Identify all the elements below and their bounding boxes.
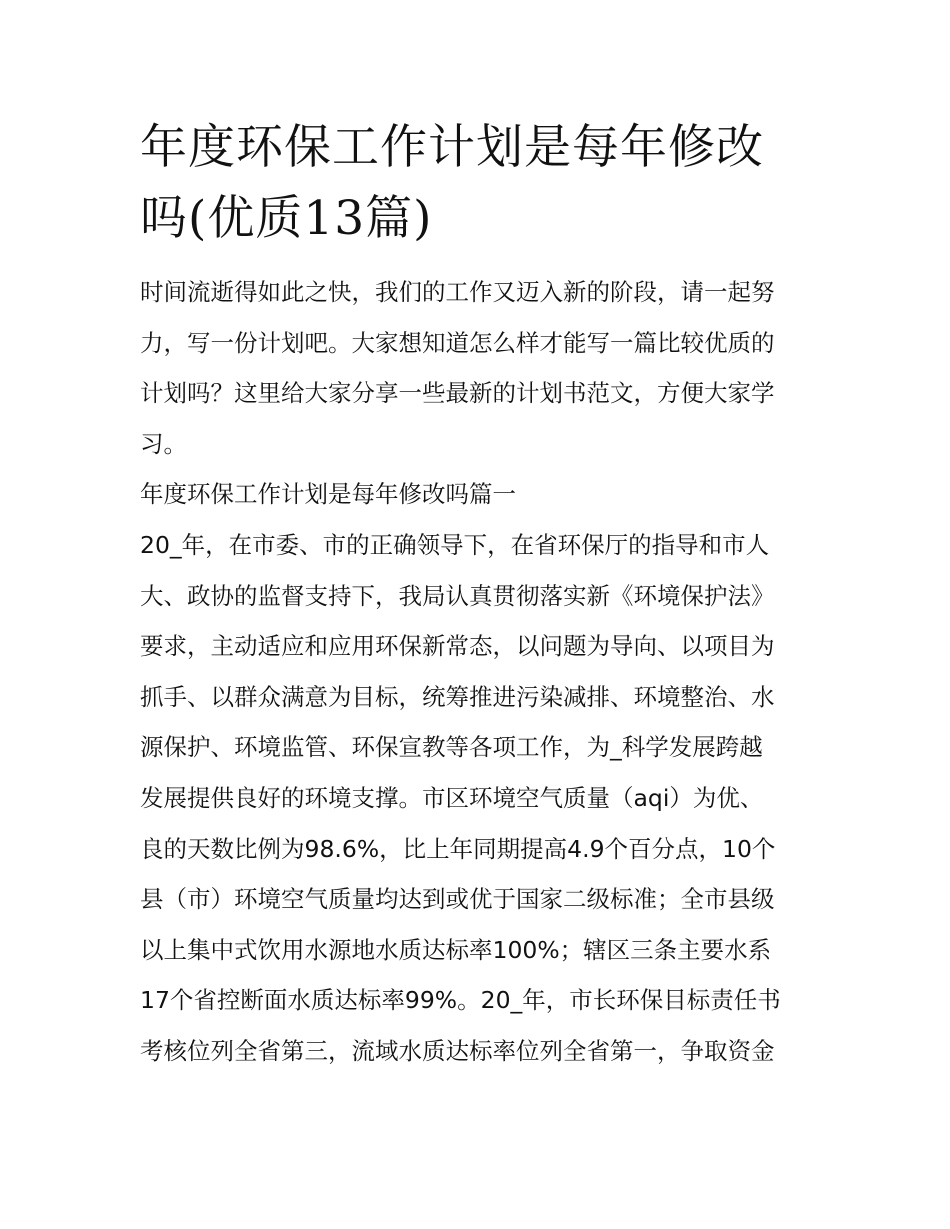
document-body (140, 267, 815, 1077)
document-content (140, 112, 815, 1077)
intro-line-2: 力，写一份计划吧。大家想知道怎么样才能写一篇比较优质的 (140, 328, 775, 357)
title-line-2: 吗(优质13篇) (140, 191, 433, 246)
intro-line-4: 习。 (140, 429, 187, 458)
paragraph-line-8: 县（市）环境空气质量均达到或优于国家二级标准；全市县级 (140, 885, 775, 914)
title-line-1: 年度环保工作计划是每年修改 (140, 120, 764, 175)
paragraph-line-1: 20_年，在市委、市的正确领导下，在省环保厅的指导和市人 (140, 530, 770, 559)
section-heading: 年度环保工作计划是每年修改吗篇一 (140, 480, 516, 509)
paragraph-line-5: 源保护、环境监管、环保宣教等各项工作，为_科学发展跨越 (140, 733, 763, 762)
paragraph-line-10: 17个省控断面水质达标率99%。20_年，市长环保目标责任书 (140, 986, 781, 1015)
intro-line-1: 时间流逝得如此之快，我们的工作又迈入新的阶段，请一起努 (140, 278, 775, 306)
paragraph-line-9: 以上集中式饮用水源地水质达标率100%；辖区三条主要水系 (140, 935, 772, 964)
document-title (140, 112, 815, 254)
paragraph-line-11: 考核位列全省第三，流域水质达标率位列全省第一，争取资金 (140, 1036, 775, 1065)
paragraph-line-6: 发展提供良好的环境支撑。市区环境空气质量（aqi）为优、 (140, 783, 764, 812)
paragraph-line-4: 抓手、以群众满意为目标，统筹推进污染减排、环境整治、水 (140, 682, 775, 711)
intro-line-3: 计划吗？这里给大家分享一些最新的计划书范文，方便大家学 (140, 379, 775, 408)
paragraph-line-7: 良的天数比例为98.6%，比上年同期提高4.9个百分点，10个 (140, 834, 776, 863)
paragraph-line-2: 大、政协的监督支持下，我局认真贯彻落实新《环境保护法》 (140, 581, 775, 610)
paragraph-line-3: 要求，主动适应和应用环保新常态，以问题为导向、以项目为 (140, 632, 775, 661)
